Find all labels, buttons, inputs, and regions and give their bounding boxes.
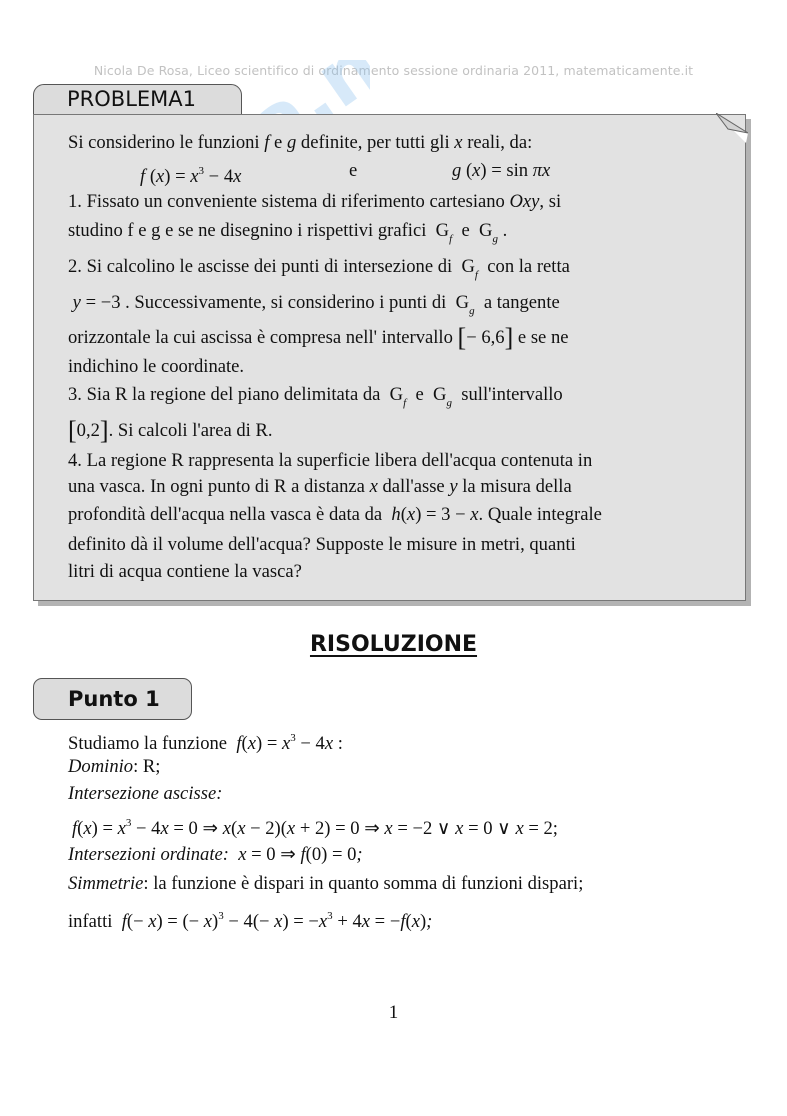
solution-line-7: infatti f(− x) = (− $x)^3 - 4(- x) = -x^3 + 4x = -f(x)$; bbox=[68, 910, 433, 932]
solution-line-4: $f(x) = x^3 - 4x = 0$ ⇒ x(x − 2)(x + 2) = 0 ⇒ x = −2 ∨ x = 0 ∨ x = 2; bbox=[72, 817, 558, 839]
question-1-line-1: 1. Fissato un conveniente sistema di riferimento cartesiano Oxy, si bbox=[68, 191, 562, 212]
punto-box bbox=[33, 678, 192, 720]
question-4-line-1: 4. La regione R rappresenta la superficie libera dell'acqua contenuta in bbox=[68, 450, 593, 471]
f-definition: f $(x) = x^3 - 4x$ bbox=[140, 165, 242, 187]
question-2-line-2: y = −3 . Successivamente, si considerino i punti di $G_g$ a tangente bbox=[72, 292, 560, 317]
question-4-line-3: profondità dell'acqua nella vasca è data da h(x) = 3 − x. Quale integrale bbox=[68, 504, 602, 525]
section-title: RISOLUZIONE bbox=[309, 632, 478, 657]
problem-intro: Si considerino le funzioni f e g definite, per tutti gli x reali, da: bbox=[68, 132, 533, 153]
page-header: Nicola De Rosa, Liceo scientifico di ordinamento sessione ordinaria 2011, matematicamente.it bbox=[93, 63, 694, 78]
question-2-line-1: 2. Si calcolino le ascisse dei punti di intersezione di $G_f$ con la retta bbox=[68, 256, 570, 281]
question-2-line-4: indichino le coordinate. bbox=[68, 356, 245, 377]
question-1-line-2: studino f e g e se ne disegnino i rispettivi grafici $G_f$ e $G_g$ . bbox=[68, 220, 508, 245]
question-4-line-2: una vasca. In ogni punto di R a distanza x dall'asse y la misura della bbox=[68, 476, 572, 497]
page-number: 1 bbox=[388, 1002, 399, 1023]
solution-line-1: Studiamo la funzione $f(x) = x^3 - 4x$ : bbox=[68, 732, 343, 754]
question-3-line-2: [0,2]. Si calcoli l'area di R. bbox=[68, 416, 273, 445]
solution-line-2: Dominio: R; bbox=[68, 756, 161, 777]
question-4-line-5: litri di acqua contiene la vasca? bbox=[68, 561, 302, 582]
conj-e: e bbox=[349, 160, 358, 181]
punto-label: Punto 1 bbox=[68, 687, 160, 711]
question-3-line-1: 3. Sia R la regione del piano delimitata da $G_f$ e $G_g$ sull'intervallo bbox=[68, 384, 563, 409]
problem-tab bbox=[33, 84, 242, 118]
g-definition: g (x) = sin πx bbox=[452, 160, 551, 181]
problem-tab-label: PROBLEMA1 bbox=[67, 87, 197, 111]
solution-line-3: Intersezione ascisse: bbox=[68, 783, 223, 804]
solution-line-6: Simmetrie: la funzione è dispari in quanto somma di funzioni dispari; bbox=[68, 873, 584, 894]
page-curl-icon bbox=[716, 113, 748, 143]
question-4-line-4: definito dà il volume dell'acqua? Supposte le misure in metri, quanti bbox=[68, 534, 576, 555]
question-2-line-3: orizzontale la cui ascissa è compresa nell' intervallo [− 6,6] e se ne bbox=[68, 323, 569, 352]
solution-line-5: Intersezioni ordinate: x = 0 ⇒ f(0) = 0; bbox=[68, 844, 363, 865]
